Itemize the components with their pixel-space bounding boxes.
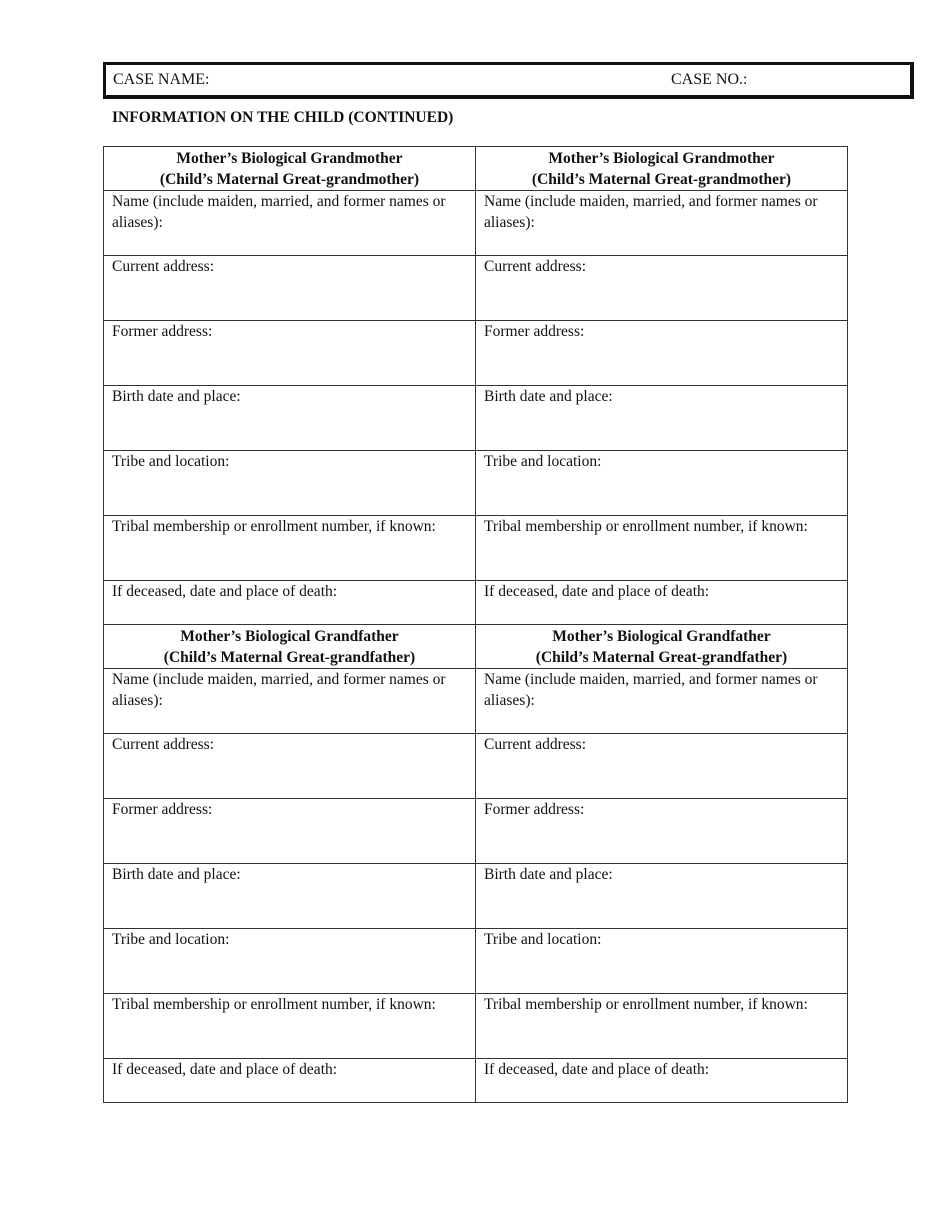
field-label: If deceased, date and place of death:	[112, 1061, 338, 1078]
field-label: Tribal membership or enrollment number, if known:	[112, 996, 436, 1013]
field-label: If deceased, date and place of death:	[484, 583, 710, 600]
field-label: If deceased, date and place of death:	[484, 1061, 710, 1078]
section-heading-line1: Mother’s Biological Grandfather	[552, 628, 771, 645]
field-cell-right[interactable]	[476, 929, 848, 994]
field-cell-left[interactable]	[104, 321, 476, 386]
section-heading-line1: Mother’s Biological Grandfather	[180, 628, 399, 645]
field-cell-left[interactable]	[104, 581, 476, 625]
field-cell-left[interactable]	[104, 734, 476, 799]
field-cell-left[interactable]	[104, 864, 476, 929]
field-label: If deceased, date and place of death:	[112, 583, 338, 600]
field-label: Name (include maiden, married, and former names or aliases):	[484, 193, 818, 231]
field-row-name	[104, 191, 848, 256]
field-row-name	[104, 669, 848, 734]
section-heading-line1: Mother’s Biological Grandmother	[548, 150, 775, 167]
field-row-former-address	[104, 321, 848, 386]
field-label: Current address:	[484, 736, 587, 753]
field-row-current-address	[104, 734, 848, 799]
field-label: Tribe and location:	[484, 931, 602, 948]
field-row-death	[104, 581, 848, 625]
field-label: Former address:	[484, 323, 585, 340]
field-label: Tribe and location:	[112, 931, 230, 948]
field-row-death	[104, 1059, 848, 1103]
section-heading-row	[104, 147, 848, 191]
section-heading-line1: Mother’s Biological Grandmother	[176, 150, 403, 167]
field-cell-left[interactable]	[104, 929, 476, 994]
field-row-enrollment	[104, 994, 848, 1059]
field-cell-left[interactable]	[104, 669, 476, 734]
field-label: Tribal membership or enrollment number, if known:	[484, 518, 808, 535]
field-cell-right[interactable]	[476, 994, 848, 1059]
field-row-birth	[104, 386, 848, 451]
field-cell-left[interactable]	[104, 451, 476, 516]
field-cell-right[interactable]	[476, 799, 848, 864]
field-label: Former address:	[112, 801, 213, 818]
field-label: Current address:	[484, 258, 587, 275]
field-cell-right[interactable]	[476, 386, 848, 451]
field-label: Current address:	[112, 258, 215, 275]
field-cell-right[interactable]	[476, 516, 848, 581]
section-heading-line2: (Child’s Maternal Great-grandfather)	[535, 649, 788, 666]
field-label: Former address:	[112, 323, 213, 340]
section-heading-right	[476, 625, 848, 669]
case-no-label: CASE NO.:	[671, 71, 748, 88]
field-cell-left[interactable]	[104, 799, 476, 864]
field-label: Tribe and location:	[484, 453, 602, 470]
relatives-info-table	[103, 146, 848, 1103]
field-cell-left[interactable]	[104, 994, 476, 1059]
field-label: Tribe and location:	[112, 453, 230, 470]
field-label: Birth date and place:	[484, 866, 613, 883]
case-header-box	[103, 62, 914, 99]
case-name-label: CASE NAME:	[113, 71, 210, 88]
field-label: Tribal membership or enrollment number, if known:	[112, 518, 436, 535]
field-row-tribe	[104, 929, 848, 994]
field-cell-left[interactable]	[104, 256, 476, 321]
field-cell-right[interactable]	[476, 256, 848, 321]
field-row-tribe	[104, 451, 848, 516]
field-label: Birth date and place:	[112, 866, 241, 883]
field-cell-right[interactable]	[476, 191, 848, 256]
field-cell-right[interactable]	[476, 321, 848, 386]
field-cell-left[interactable]	[104, 1059, 476, 1103]
section-heading-row	[104, 625, 848, 669]
field-cell-right[interactable]	[476, 669, 848, 734]
field-cell-right[interactable]	[476, 864, 848, 929]
field-cell-right[interactable]	[476, 451, 848, 516]
section-title: INFORMATION ON THE CHILD (CONTINUED)	[112, 109, 454, 126]
section-heading-line2: (Child’s Maternal Great-grandfather)	[163, 649, 416, 666]
field-label: Birth date and place:	[484, 388, 613, 405]
field-label: Tribal membership or enrollment number, if known:	[484, 996, 808, 1013]
field-cell-left[interactable]	[104, 191, 476, 256]
field-row-former-address	[104, 799, 848, 864]
field-label: Name (include maiden, married, and former names or aliases):	[484, 671, 818, 709]
field-row-birth	[104, 864, 848, 929]
field-cell-left[interactable]	[104, 516, 476, 581]
field-label: Birth date and place:	[112, 388, 241, 405]
field-label: Former address:	[484, 801, 585, 818]
field-label: Current address:	[112, 736, 215, 753]
field-row-current-address	[104, 256, 848, 321]
section-heading-right	[476, 147, 848, 191]
field-label: Name (include maiden, married, and former names or aliases):	[112, 193, 446, 231]
section-heading-line2: (Child’s Maternal Great-grandmother)	[531, 171, 792, 188]
section-heading-left	[104, 625, 476, 669]
section-heading-left	[104, 147, 476, 191]
section-heading-line2: (Child’s Maternal Great-grandmother)	[159, 171, 420, 188]
field-cell-right[interactable]	[476, 734, 848, 799]
field-cell-left[interactable]	[104, 386, 476, 451]
field-row-enrollment	[104, 516, 848, 581]
field-cell-right[interactable]	[476, 1059, 848, 1103]
field-cell-right[interactable]	[476, 581, 848, 625]
field-label: Name (include maiden, married, and former names or aliases):	[112, 671, 446, 709]
